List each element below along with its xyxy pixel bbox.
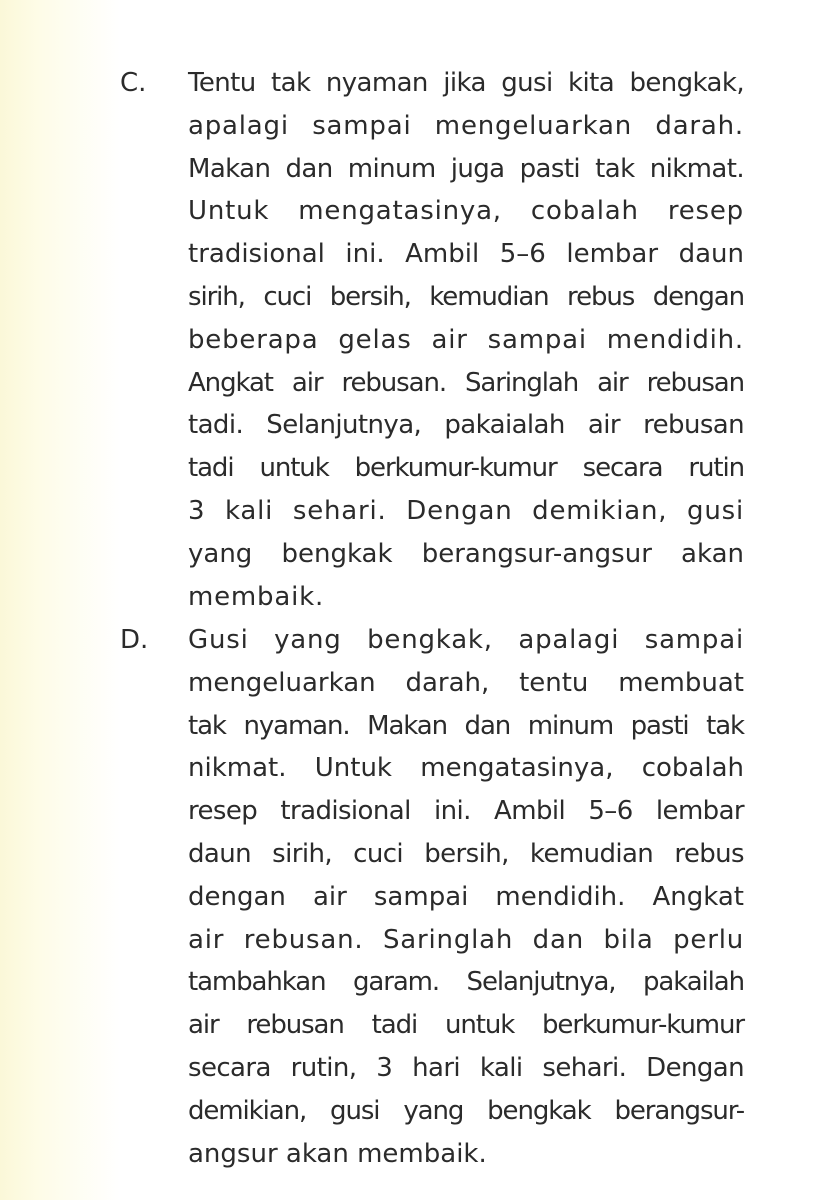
option-d-text: [188, 619, 744, 1175]
option-d-line-10: air rebusan tadi untuk berkumur-kumur: [188, 1010, 744, 1041]
option-c-line-13: membaik.: [188, 581, 325, 612]
option-c-text: [188, 62, 744, 618]
option-c-line-7: beberapa gelas air sampai mendidih.: [188, 324, 744, 355]
option-d-line-4: nikmat. Untuk mengatasinya, cobalah: [188, 753, 744, 784]
option-d-line-7: dengan air sampai mendidih. Angkat: [188, 881, 744, 912]
option-d-line-3: tak nyaman. Makan dan minum pasti tak: [188, 710, 744, 741]
option-c-line-3: Makan dan minum juga pasti tak nikmat.: [188, 153, 744, 184]
option-d-line-9: tambahkan garam. Selanjutnya, pakailah: [188, 967, 744, 998]
option-d-line-8: air rebusan. Saringlah dan bila perlu: [188, 924, 744, 955]
option-c-line-9: tadi. Selanjutnya, pakaialah air rebusan: [188, 410, 744, 441]
option-d-line-2: mengeluarkan darah, tentu membuat: [188, 667, 744, 698]
option-c-line-11: 3 kali sehari. Dengan demikian, gusi: [188, 495, 744, 526]
option-c-line-10: tadi untuk berkumur-kumur secara rutin: [188, 453, 744, 484]
option-c-line-12: yang bengkak berangsur-angsur akan: [188, 538, 744, 569]
option-d-line-1: Gusi yang bengkak, apalagi sampai: [188, 625, 744, 655]
option-d-line-12: demikian, gusi yang bengkak berangsur-: [188, 1095, 744, 1126]
option-c-line-1: Tentu tak nyaman jika gusi kita bengkak,: [188, 68, 744, 98]
option-d-line-5: resep tradisional ini. Ambil 5–6 lembar: [188, 796, 744, 827]
option-c-line-5: tradisional ini. Ambil 5–6 lembar daun: [188, 239, 744, 270]
option-letter-c: C.: [120, 68, 147, 98]
option-c-line-8: Angkat air rebusan. Saringlah air rebusan: [188, 367, 744, 398]
option-c-line-6: sirih, cuci bersih, kemudian rebus dengan: [188, 281, 744, 312]
option-d-line-6: daun sirih, cuci bersih, kemudian rebus: [188, 838, 744, 869]
option-c-line-4: Untuk mengatasinya, cobalah resep: [188, 196, 744, 227]
option-c-line-2: apalagi sampai mengeluarkan darah.: [188, 110, 744, 141]
option-d-line-13: angsur akan membaik.: [188, 1138, 487, 1169]
option-letter-d: D.: [120, 625, 149, 655]
option-d-line-11: secara rutin, 3 hari kali sehari. Dengan: [188, 1052, 744, 1083]
